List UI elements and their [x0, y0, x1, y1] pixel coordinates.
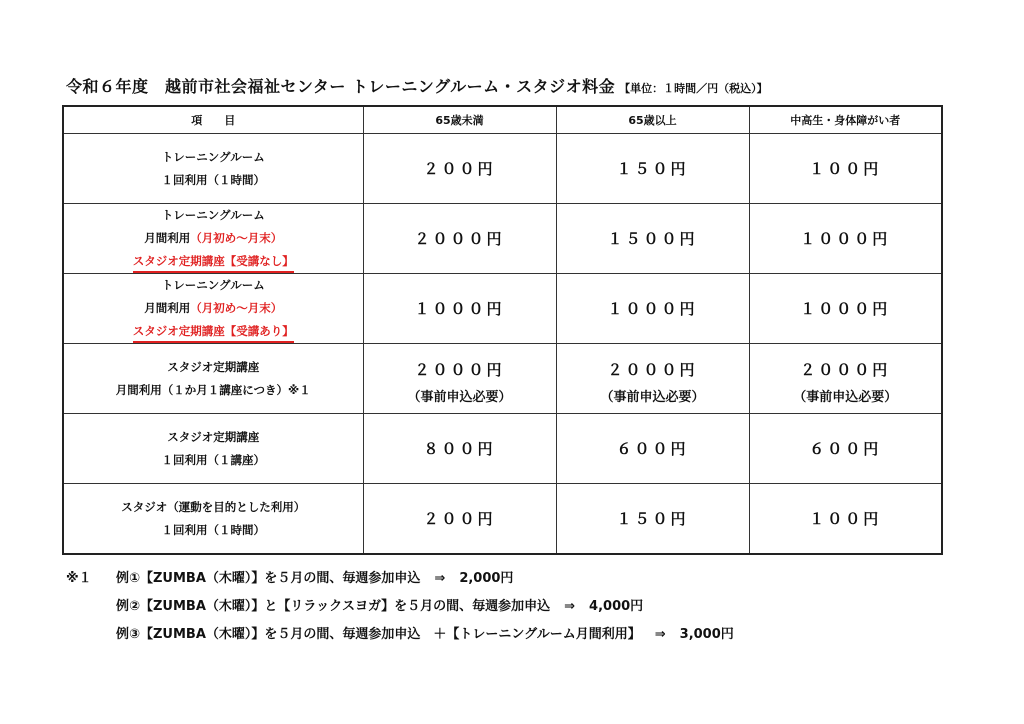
- price-value: ６００円: [809, 440, 882, 458]
- price-value: ２０００円: [414, 230, 505, 248]
- price-cell: [749, 484, 942, 555]
- price-cell: [556, 134, 749, 204]
- price-value: ６００円: [616, 440, 689, 458]
- footnote-example-amount: 2,000円: [459, 571, 514, 586]
- item-label: １回利用（１時間）: [161, 172, 265, 187]
- price-value: ２００円: [423, 510, 496, 528]
- price-cell: [556, 484, 749, 555]
- item-cell: [63, 344, 363, 414]
- table-body: [63, 134, 942, 555]
- price-cell: [556, 274, 749, 344]
- item-label: １回利用（１講座）: [161, 452, 265, 467]
- footnote-row: [66, 596, 734, 624]
- item-label: トレーニングルーム: [161, 278, 265, 292]
- item-label: 月間利用: [144, 301, 191, 315]
- header-item: 項 目: [63, 106, 363, 134]
- price-value: １０００円: [800, 230, 891, 248]
- price-cell: [363, 414, 556, 484]
- title-text: 令和６年度 越前市社会福祉センター トレーニングルーム・スタジオ料金: [66, 77, 616, 96]
- item-period-note: （月初め～月末）: [190, 231, 283, 245]
- item-label: 月間利用（１か月１講座につき）※１: [115, 382, 311, 397]
- footnote-example-amount: 4,000円: [589, 599, 644, 614]
- studio-course-note: スタジオ定期講座【受講なし】: [133, 252, 294, 273]
- price-cell: [363, 344, 556, 414]
- table-header-row: [63, 106, 942, 134]
- price-note: （事前申込必要）: [600, 389, 705, 405]
- table-row: [63, 344, 942, 414]
- item-label: 月間利用: [144, 231, 191, 245]
- price-cell: [363, 134, 556, 204]
- footnote-row: [66, 624, 734, 652]
- item-cell: [63, 204, 363, 274]
- item-cell: [63, 414, 363, 484]
- table-row: [63, 274, 942, 344]
- price-value: ２０００円: [800, 360, 891, 379]
- footnote-row: [66, 568, 734, 596]
- footnote-example-amount: 3,000円: [679, 627, 734, 642]
- price-value: ２０００円: [607, 360, 698, 379]
- price-cell: [363, 204, 556, 274]
- price-cell: [556, 204, 749, 274]
- price-value: １５００円: [607, 230, 698, 248]
- price-value: ２０００円: [414, 360, 505, 379]
- item-label: １回利用（１時間）: [161, 522, 265, 537]
- studio-course-note: スタジオ定期講座【受講あり】: [133, 322, 294, 343]
- price-value: ２００円: [423, 160, 496, 178]
- price-value: １５０円: [616, 160, 689, 178]
- header-65-over: 65歳以上: [556, 106, 749, 134]
- price-cell: [749, 204, 942, 274]
- item-label: スタジオ定期講座: [167, 359, 260, 374]
- price-cell: [749, 274, 942, 344]
- price-value: １０００円: [607, 300, 698, 318]
- price-cell: [363, 274, 556, 344]
- table-row: [63, 484, 942, 555]
- item-cell: [63, 134, 363, 204]
- header-under-65: 65歳未満: [363, 106, 556, 134]
- price-cell: [556, 344, 749, 414]
- price-cell: [363, 484, 556, 555]
- item-period-note: （月初め～月末）: [190, 301, 283, 315]
- price-value: １０００円: [414, 300, 505, 318]
- price-value: １０００円: [800, 300, 891, 318]
- fee-table: [62, 105, 943, 555]
- page-title: [66, 74, 768, 97]
- price-cell: [749, 134, 942, 204]
- price-cell: [749, 344, 942, 414]
- item-label: スタジオ（運動を目的とした利用）: [121, 499, 306, 514]
- price-value: １００円: [809, 160, 882, 178]
- footnote-example-text: 例②【ZUMBA（木曜）】と【リラックスヨガ】を５月の間、毎週参加申込: [116, 599, 551, 614]
- footnote-example-text: 例③【ZUMBA（木曜）】を５月の間、毎週参加申込 ＋【トレーニングルーム月間利用】: [116, 627, 641, 642]
- price-value: １００円: [809, 510, 882, 528]
- arrow-icon: ⇒: [434, 571, 446, 586]
- arrow-icon: ⇒: [654, 627, 666, 642]
- price-value: ８００円: [423, 440, 496, 458]
- price-value: １５０円: [616, 510, 689, 528]
- item-cell: [63, 274, 363, 344]
- arrow-icon: ⇒: [564, 599, 576, 614]
- price-note: （事前申込必要）: [407, 389, 512, 405]
- table-row: [63, 134, 942, 204]
- price-note: （事前申込必要）: [793, 389, 898, 405]
- footnotes: [66, 568, 734, 652]
- price-cell: [749, 414, 942, 484]
- title-unit: 【単位：１時間／円（税込）】: [619, 82, 768, 95]
- price-cell: [556, 414, 749, 484]
- item-label: トレーニングルーム: [161, 208, 265, 222]
- item-label: スタジオ定期講座: [167, 429, 260, 444]
- item-cell: [63, 484, 363, 555]
- table-row: [63, 414, 942, 484]
- table-row: [63, 204, 942, 274]
- footnote-mark: ※１: [66, 571, 92, 586]
- item-label: トレーニングルーム: [161, 149, 265, 164]
- header-students-disabled: 中高生・身体障がい者: [749, 106, 942, 134]
- footnote-example-text: 例①【ZUMBA（木曜）】を５月の間、毎週参加申込: [116, 571, 421, 586]
